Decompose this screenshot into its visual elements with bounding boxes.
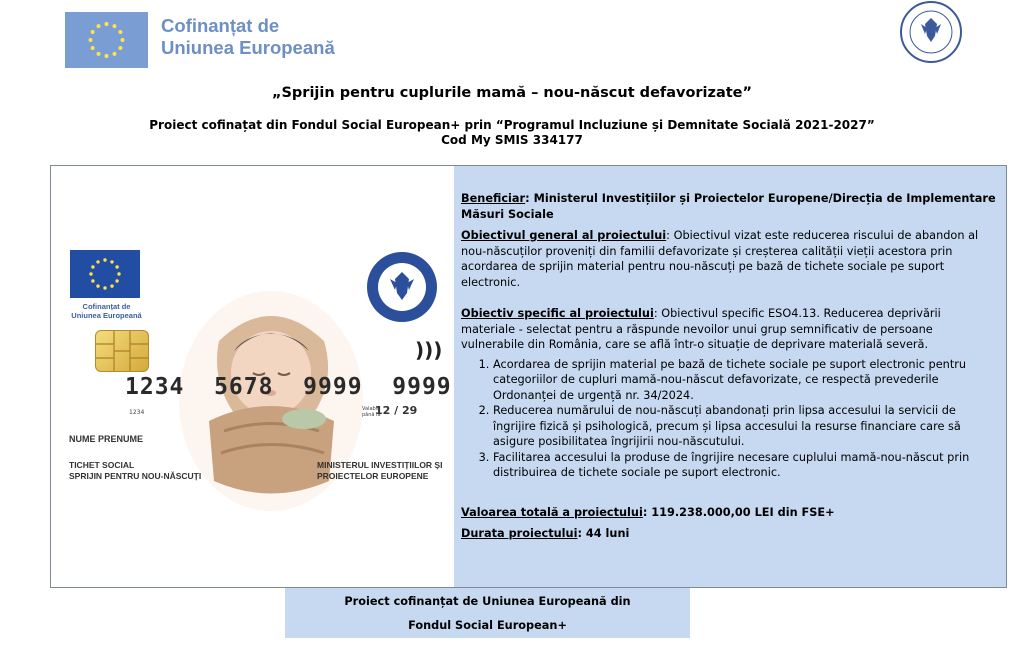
general-objective-paragraph [461, 228, 996, 290]
card-chip-icon [95, 330, 149, 372]
card-ministry-line1: MINISTERUL INVESTIȚIILOR ȘI [317, 460, 443, 470]
subtitle-smis-code: Cod My SMIS 334177 [441, 133, 583, 147]
beneficiary-paragraph [461, 191, 996, 222]
card-ministry-label [317, 460, 442, 482]
objective-item: 1. Acordarea de sprijin material pe bază de tichete sociale pe suport electronic pentru categoriilor de cupluri mamă-nou-născut defavorizate, ce respectă prevederile Ordonanței de urgență nr. 34/2024. [493, 357, 996, 404]
eu-logo-line1: Cofinanțat de [161, 15, 280, 36]
valid-until-date: 12 / 29 [375, 404, 418, 417]
card-type-label [69, 460, 201, 482]
eu-cofinancing-logo [65, 12, 347, 68]
beneficiary-label: Beneficiar [461, 192, 526, 205]
objective-item: 3. Facilitarea accesului la produse de îngrijire necesare cuplului mamă-nou-născut prin distribuirea de tichete sociale pe suport electronic. [493, 450, 996, 481]
project-details-panel [454, 166, 1006, 587]
card-type-line1: TICHET SOCIAL [69, 460, 135, 470]
general-objective-text: : Obiectivul vizat este reducerea riscului de abandon al nou-născuților proveniți din familii defavorizate și creșterea calității vieții acestora prin acordarea de sprijin material pentru nou-născuți pe bază de tichete sociale pe suport electronic. [461, 229, 979, 289]
project-value-amount: : 119.238.000,00 LEI din FSE+ [642, 505, 835, 519]
card-eu-label [69, 302, 144, 320]
objective-item: 2. Reducerea numărului de nou-născuți abandonați prin lipsa accesului la servicii de îngrijire fizică și psihologică, precum și lipsa accesului la resurse financiare care să asigure posibilitatea îngrijirii nou-născutului. [493, 403, 996, 450]
project-info-box [50, 165, 1007, 588]
eu-flag-icon [65, 12, 148, 68]
valid-label-line2: până la [362, 412, 381, 418]
specific-objective-paragraph [461, 306, 996, 353]
card-small-number: 1234 [129, 409, 145, 416]
general-objective-label: Obiectivul general al proiectului [461, 229, 667, 242]
footer-line2: Fondul Social European+ [408, 619, 567, 632]
footer-cofinancing-box [285, 588, 690, 638]
objectives-list [461, 357, 996, 481]
project-duration-paragraph [461, 526, 996, 542]
card-eu-line1: Cofinanțat de [82, 302, 131, 311]
project-subtitle [0, 118, 1024, 148]
eu-logo-line2: Uniunea Europeană [161, 37, 335, 58]
subtitle-program: Proiect cofinațat din Fondul Social European+ prin “Programul Incluziune și Demnitate Socială 2021-2027” [149, 118, 875, 132]
card-government-seal-icon [365, 250, 439, 324]
project-value-label: Valoarea totală a proiectului [461, 505, 643, 519]
specific-objective-label: Obiectiv specific al proiectului [461, 307, 654, 320]
card-number: 1234 5678 9999 9999 [125, 374, 452, 400]
project-duration-value: : 44 luni [577, 527, 630, 540]
contactless-icon: ))) [415, 338, 443, 362]
card-eu-line2: Uniunea Europeană [71, 311, 142, 320]
card-ministry-line2: PROIECTELOR EUROPENE [317, 471, 429, 481]
project-title: „Sprijin pentru cuplurile mamă – nou-născut defavorizate” [271, 85, 753, 101]
card-eu-flag-icon [70, 250, 140, 298]
beneficiary-value: : Ministerul Investițiilor și Proiectelor Europene/Direcția de Implementare Măsuri Sociale [461, 192, 996, 221]
social-ticket-card [51, 166, 454, 587]
card-type-line2: SPRIJIN PENTRU NOU-NĂSCUȚI [69, 471, 202, 481]
valid-label-line1: Valabil [362, 406, 379, 412]
romanian-government-seal-icon [899, 0, 963, 64]
card-holder-name: NUME PRENUME [69, 434, 144, 444]
project-value-paragraph [461, 505, 996, 521]
specific-objective-text: : Obiectivul specific ESO4.13. Reducerea deprivării materiale - selectat pentru a răspunde nevoilor unui grup semnificativ de persoane vulnerabile din România, care se află într-o situație de deprivare materială severă. [461, 307, 941, 351]
footer-line1: Proiect cofinanțat de Uniunea Europeană din [344, 595, 631, 608]
project-duration-label: Durata proiectului [461, 527, 578, 540]
